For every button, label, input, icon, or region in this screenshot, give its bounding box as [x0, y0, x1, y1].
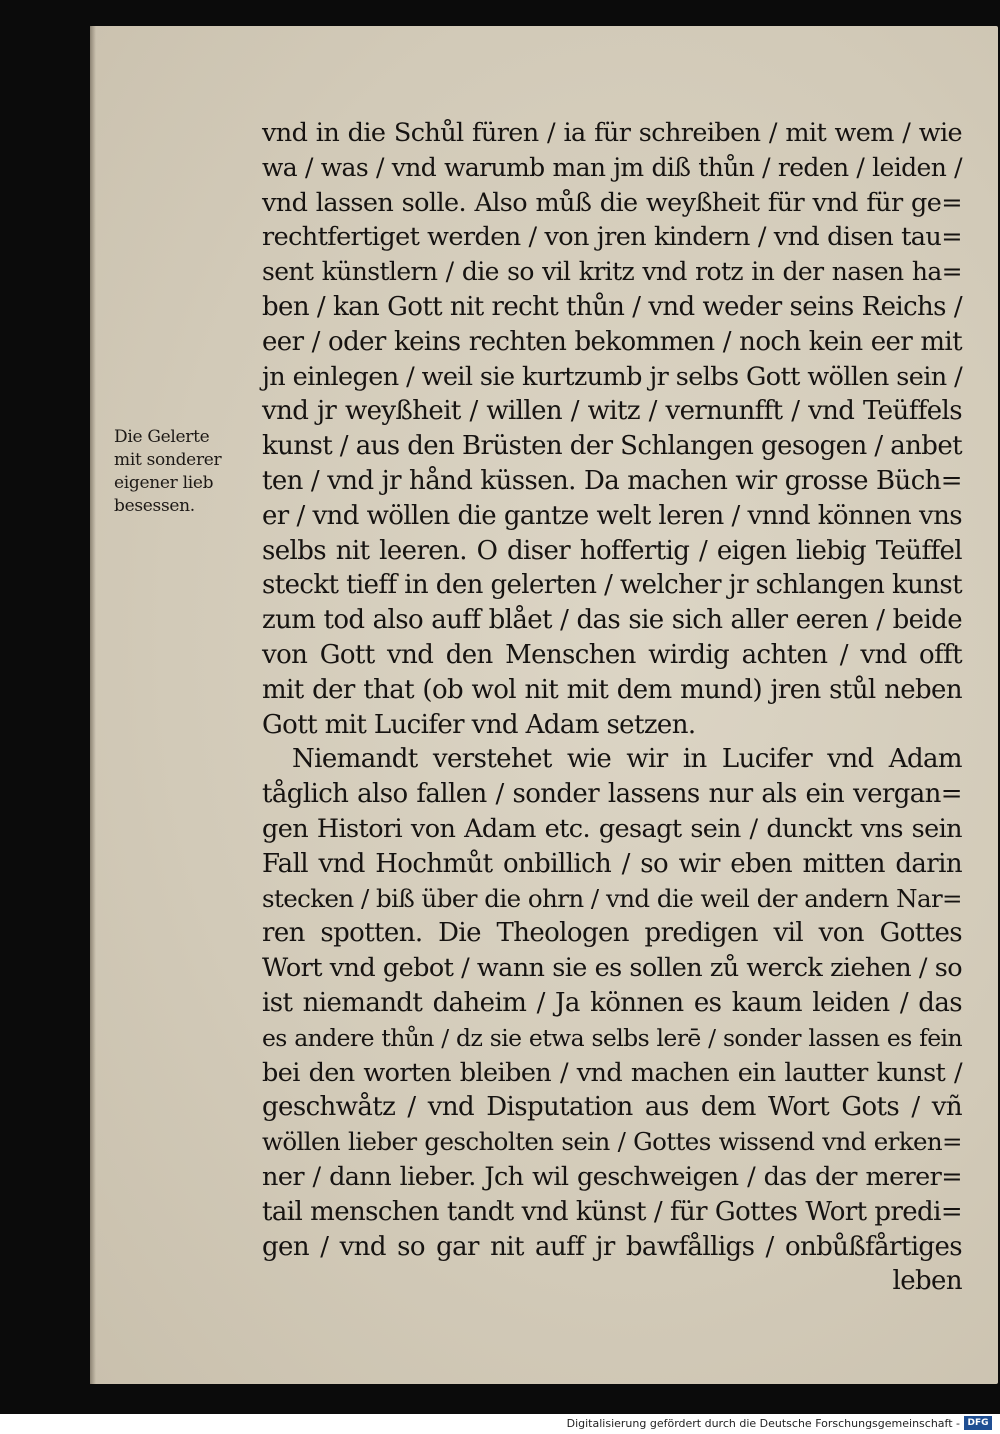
- text-line: es andere thůn / dz sie etwa selbs lerē / sonder lassen es fein: [262, 1023, 962, 1052]
- marginal-note-line: mit sonderer: [114, 450, 222, 470]
- catchword: leben: [892, 1266, 962, 1297]
- text-line: von Gott vnd den Menschen wirdig achten / vnd offt: [262, 639, 962, 670]
- funding-credit: Digitalisierung gefördert durch die Deutsche Forschungsgemeinschaft -: [566, 1417, 960, 1430]
- text-line: geschwåtz / vnd Disputation aus dem Wort Gots / vñ: [262, 1092, 962, 1123]
- marginal-note-line: eigener lieb: [114, 473, 214, 493]
- text-line: kunst / aus den Brüsten der Schlangen gesogen / anbet: [262, 431, 962, 462]
- text-line: vnd lassen solle. Also můß die weyßheit für vnd für ge=: [262, 187, 962, 218]
- text-line: tail menschen tandt vnd künst / für Gottes Wort predi=: [262, 1196, 962, 1227]
- text-line: jn einlegen / weil sie kurtzumb jr selbs Gott wöllen sein /: [262, 361, 963, 392]
- text-line: steckt tieff in den gelerten / welcher jr schlangen kunst: [262, 570, 962, 601]
- dfg-logo: DFG: [964, 1416, 992, 1430]
- paragraph-end-line: Gott mit Lucifer vnd Adam setzen.: [262, 709, 696, 740]
- text-line: ben / kan Gott nit recht thůn / vnd weder seins Reichs /: [262, 291, 962, 322]
- text-line: wöllen lieber gescholten sein / Gottes wissend vnd erken=: [262, 1127, 962, 1157]
- text-line: Wort vnd gebot / wann sie es sollen zů werck ziehen / so: [262, 953, 962, 984]
- text-line: ten / vnd jr hånd küssen. Da machen wir grosse Büch=: [262, 465, 962, 496]
- text-line: gen / vnd so gar nit auff jr bawfålligs / onbůßfårtiges: [262, 1231, 962, 1262]
- text-line: bei den worten bleiben / vnd machen ein lautter kunst /: [262, 1057, 962, 1088]
- footer-bar: [0, 1414, 1000, 1434]
- text-line: er / vnd wöllen die gantze welt leren / vnnd können vns: [262, 500, 962, 531]
- text-line: stecken / biß über die ohrn / vnd die weil der andern Nar=: [262, 883, 962, 913]
- paragraph-start-line: Niemandt verstehet wie wir in Lucifer vnd Adam: [292, 744, 962, 775]
- marginal-note: [114, 426, 264, 518]
- book-page: [90, 26, 998, 1384]
- text-line: eer / oder keins rechten bekommen / noch kein eer mit: [262, 326, 962, 357]
- text-line: selbs nit leeren. O diser hoffertig / eigen liebig Teüffel: [262, 535, 962, 566]
- text-line: ner / dann lieber. Jch wil geschweigen / das der merer=: [262, 1161, 962, 1192]
- marginal-note-line: besessen.: [114, 496, 195, 516]
- text-line: wa / was / vnd warumb man jm diß thůn / reden / leiden /: [262, 152, 962, 182]
- text-line: vnd in die Schůl füren / ia für schreiben / mit wem / wie: [262, 118, 962, 148]
- text-line: sent künstlern / die so vil kritz vnd rotz in der nasen ha=: [262, 257, 962, 287]
- page-edge-shadow: [90, 26, 96, 1384]
- text-line: Fall vnd Hochmůt onbillich / so wir eben mitten darin: [262, 848, 962, 879]
- text-line: ist niemandt daheim / Ja können es kaum leiden / das: [262, 987, 962, 1018]
- text-line: zum tod also auff blået / das sie sich aller eeren / beide: [262, 605, 962, 636]
- text-line: rechtfertiget werden / von jren kindern / vnd disen tau=: [262, 222, 962, 253]
- text-line: vnd jr weyßheit / willen / witz / vernunfft / vnd Teüffels: [262, 396, 962, 427]
- text-line: tåglich also fallen / sonder lassens nur als ein vergan=: [262, 779, 962, 810]
- text-line: mit der that (ob wol nit mit dem mund) jren stůl neben: [262, 674, 962, 705]
- main-text-block: [262, 116, 962, 1299]
- text-line: ren spotten. Die Theologen predigen vil von Gottes: [262, 918, 962, 949]
- marginal-note-line: Die Gelerte: [114, 427, 210, 447]
- text-line: gen Histori von Adam etc. gesagt sein / dunckt vns sein: [262, 813, 962, 844]
